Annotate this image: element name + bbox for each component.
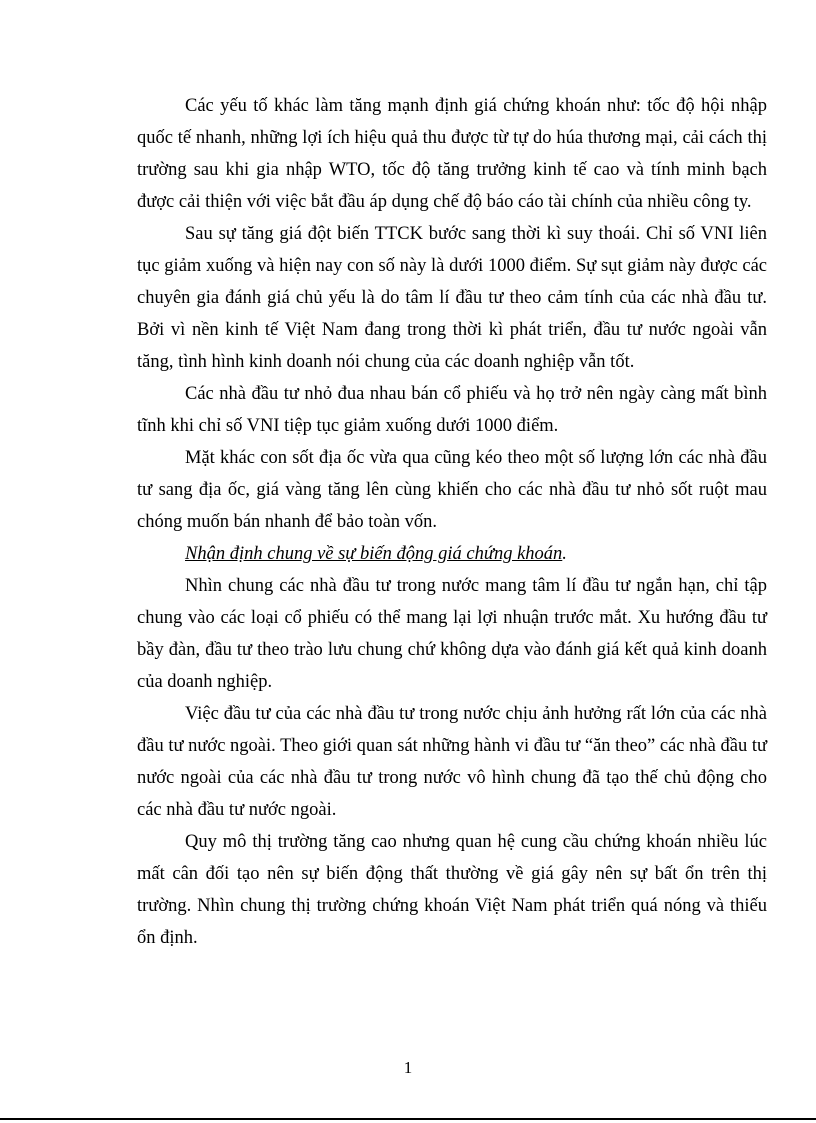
paragraph: Sau sự tăng giá đột biến TTCK bước sang thời kì suy thoái. Chỉ số VNI liên tục giảm xuống và hiện nay con số này là dưới 1000 điểm. Sự sụt giảm này được các chuyên gia đánh giá chủ yếu là do tâm lí đầu tư theo cảm tính của các nhà đầu tư. Bởi vì nền kinh tế Việt Nam đang trong thời kì phát triển, đầu tư nước ngoài vẫn tăng, tình hình kinh doanh nói chung của các doanh nghiệp vẫn tốt. — [137, 224, 767, 372]
paragraph: Quy mô thị trường tăng cao nhưng quan hệ cung cầu chứng khoán nhiều lúc mất cân đối tạo nên sự biến động thất thường về giá gây nên sự bất ổn trên thị trường. Nhìn chung thị trường chứng khoán Việt Nam phát triển quá nóng và thiếu ổn định. — [137, 832, 767, 948]
section-heading-suffix: . — [562, 544, 567, 564]
section-heading-text: Nhận định chung về sự biến động giá chứng khoán — [185, 544, 563, 564]
paragraph: Mặt khác con sốt địa ốc vừa qua cũng kéo theo một số lượng lớn các nhà đầu tư sang địa ốc, giá vàng tăng lên cùng khiến cho các nhà đầu tư nhỏ sốt ruột mau chóng muốn bán nhanh để bảo toàn vốn. — [137, 448, 767, 532]
paragraph: Việc đầu tư của các nhà đầu tư trong nước chịu ảnh hưởng rất lớn của các nhà đầu tư nước ngoài. Theo giới quan sát những hành vi đầu tư “ăn theo” các nhà đầu tư nước ngoài của các nhà đầu tư trong nước vô hình chung đã tạo thế chủ động cho các nhà đầu tư nước ngoài. — [137, 704, 767, 820]
bottom-rule — [0, 1118, 816, 1120]
section-heading — [137, 538, 767, 570]
page-number: 1 — [403, 1058, 413, 1077]
paragraph: Các yếu tố khác làm tăng mạnh định giá chứng khoán như: tốc độ hội nhập quốc tế nhanh, những lợi ích hiệu quả thu được từ tự do húa thương mại, cải cách thị trường sau khi gia nhập WTO, tốc độ tăng trưởng kinh tế cao và tính minh bạch được cải thiện với việc bắt đầu áp dụng chế độ báo cáo tài chính của nhiều công ty. — [137, 96, 767, 212]
paragraph: Các nhà đầu tư nhỏ đua nhau bán cổ phiếu và họ trở nên ngày càng mất bình tĩnh khi chỉ số VNI tiệp tục giảm xuống dưới 1000 điểm. — [137, 384, 767, 436]
page-body — [137, 90, 767, 954]
paragraph: Nhìn chung các nhà đầu tư trong nước mang tâm lí đầu tư ngắn hạn, chỉ tập chung vào các loại cổ phiếu có thể mang lại lợi nhuận trước mắt. Xu hướng đầu tư bầy đàn, đầu tư theo trào lưu chung chứ không dựa vào đánh giá kết quả kinh doanh của doanh nghiệp. — [137, 576, 767, 692]
